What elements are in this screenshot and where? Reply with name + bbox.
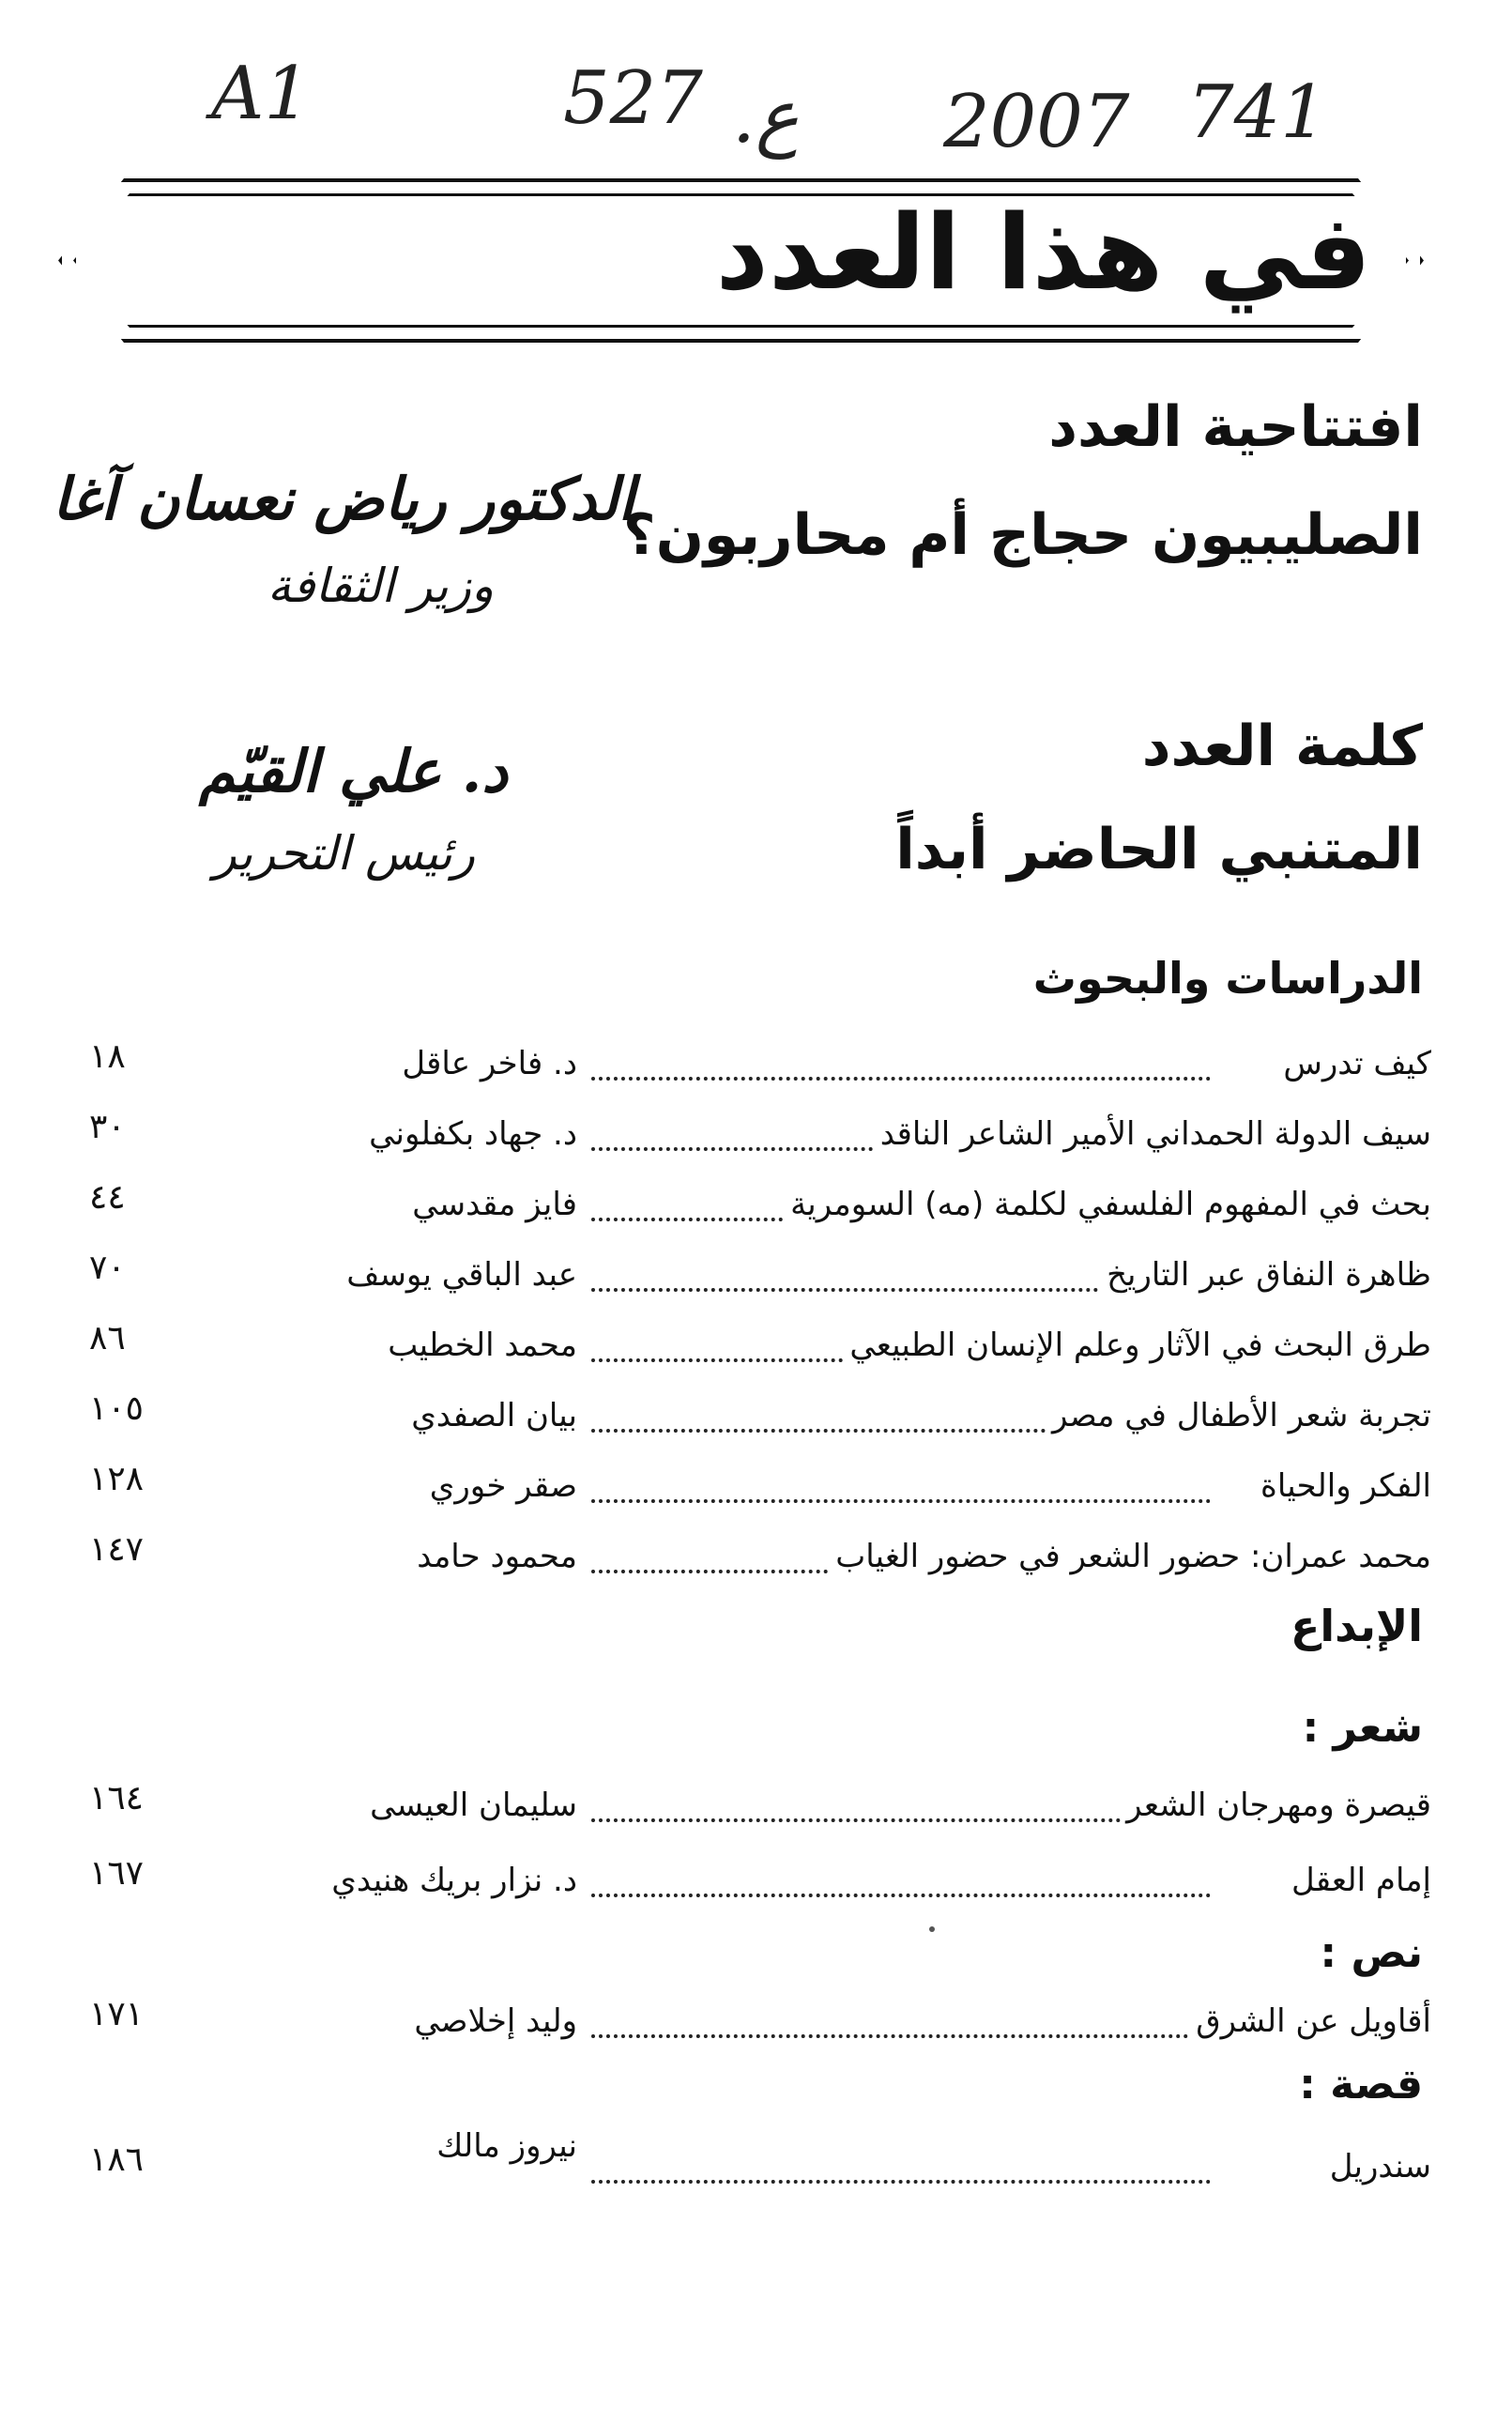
toc-row: [66, 1460, 1431, 1524]
handwritten-year: 2007: [943, 80, 1130, 164]
toc-title: إمام العقل: [1286, 1862, 1431, 1899]
leader-dots: [591, 2180, 1211, 2184]
toc-row: [66, 1995, 1431, 2059]
opening-author: الدكتور رياض نعسان آغا: [52, 465, 634, 533]
handwritten-letter: .ع: [732, 75, 800, 160]
toc-author: د. نزار بريك هنيدي: [326, 1862, 577, 1899]
opening-label: افتتاحية العدد: [1048, 394, 1423, 460]
leader-dots: [591, 1818, 1211, 1822]
toc-title: محمد عمران: حضور الشعر في حضور الغياب: [830, 1538, 1431, 1575]
toc-author: بيان الصفدي: [405, 1397, 577, 1434]
editorial-label: كلمة العدد: [1141, 713, 1423, 779]
leader-dots: [591, 2034, 1211, 2038]
toc-row: [66, 1854, 1431, 1918]
toc-page-number: ١٦٤: [89, 1779, 145, 1817]
toc-author: وليد إخلاصي: [408, 2002, 577, 2040]
toc-title: قيصرة ومهرجان الشعر: [1121, 1787, 1431, 1824]
toc-title: طرق البحث في الآثار وعلم الإنسان الطبيعي: [844, 1327, 1431, 1364]
toc-row: [66, 1037, 1431, 1101]
toc-row: [66, 2127, 1431, 2204]
text-label: نص :: [1320, 1929, 1423, 1977]
toc-author: محمد الخطيب: [382, 1327, 577, 1364]
handwritten-code-a1: A1: [211, 52, 311, 136]
banner-title: في هذا العدد: [715, 192, 1371, 313]
toc-title: سيف الدولة الحمداني الأمير الشاعر الناقد: [875, 1115, 1431, 1153]
toc-page-number: ١٨٦: [89, 2140, 145, 2179]
story-label: قصة :: [1299, 2061, 1423, 2109]
editorial-author-role: رئيس التحرير: [213, 826, 475, 881]
toc-title: ظاهرة النفاق عبر التاريخ: [1101, 1256, 1431, 1294]
toc-author: فايز مقدسي: [406, 1186, 577, 1223]
toc-page-number: ١٦٧: [89, 1854, 145, 1893]
poetry-label: شعر :: [1302, 1704, 1423, 1752]
leader-dots: [591, 1894, 1211, 1897]
toc-author: محمود حامد: [411, 1538, 577, 1575]
toc-row: [66, 1319, 1431, 1383]
toc-page-number: ٧٠: [89, 1249, 126, 1287]
toc-page-number: ١٢٨: [89, 1460, 145, 1498]
toc-author: د. جهاد بكفلوني: [363, 1115, 577, 1153]
toc-page-number: ١٠٥: [89, 1389, 145, 1428]
toc-author: عبد الباقي يوسف: [341, 1256, 577, 1294]
creativity-heading: الإبداع: [1290, 1601, 1423, 1651]
editorial-title: المتنبي الحاضر أبداً: [895, 817, 1423, 882]
toc-page-number: ١٧١: [89, 1995, 145, 2033]
toc-title: أقاويل عن الشرق: [1190, 2002, 1431, 2040]
toc-page-number: ١٨: [89, 1037, 126, 1076]
toc-title: سندريل: [1324, 2148, 1431, 2185]
toc-title: تجربة شعر الأطفال في مصر: [1046, 1397, 1431, 1434]
studies-heading: الدراسات والبحوث: [1032, 953, 1423, 1004]
toc-row: [66, 1779, 1431, 1843]
toc-page-number: ٨٦: [89, 1319, 126, 1357]
toc-page-number: ٤٤: [89, 1178, 126, 1217]
handwritten-number-527: 527: [563, 56, 703, 141]
toc-title: الفكر والحياة: [1255, 1467, 1431, 1505]
toc-title: كيف تدرس: [1277, 1045, 1431, 1082]
scan-speck: [929, 1926, 935, 1932]
opening-author-role: وزير الثقافة: [267, 559, 494, 613]
toc-row: [66, 1389, 1431, 1453]
leader-dots: [591, 1077, 1211, 1081]
toc-row: [66, 1108, 1431, 1172]
editorial-author: د. علي القيّم: [198, 737, 508, 805]
toc-row: [66, 1178, 1431, 1242]
toc-page-number: ١٤٧: [89, 1530, 145, 1569]
leader-dots: [591, 1499, 1211, 1503]
toc-author: نيروز مالك: [431, 2127, 577, 2165]
toc-author: صقر خوري: [424, 1467, 577, 1505]
toc-title: بحث في المفهوم الفلسفي لكلمة (مه) السومرية: [785, 1186, 1431, 1223]
handwritten-number-741: 741: [1187, 70, 1327, 155]
toc-page-number: ٣٠: [89, 1108, 126, 1146]
toc-row: [66, 1249, 1431, 1312]
opening-title: الصليبيون حجاج أم محاربون؟: [622, 502, 1423, 568]
toc-row: [66, 1530, 1431, 1594]
toc-author: د. فاخر عاقل: [396, 1045, 577, 1082]
toc-author: سليمان العيسى: [364, 1787, 577, 1824]
